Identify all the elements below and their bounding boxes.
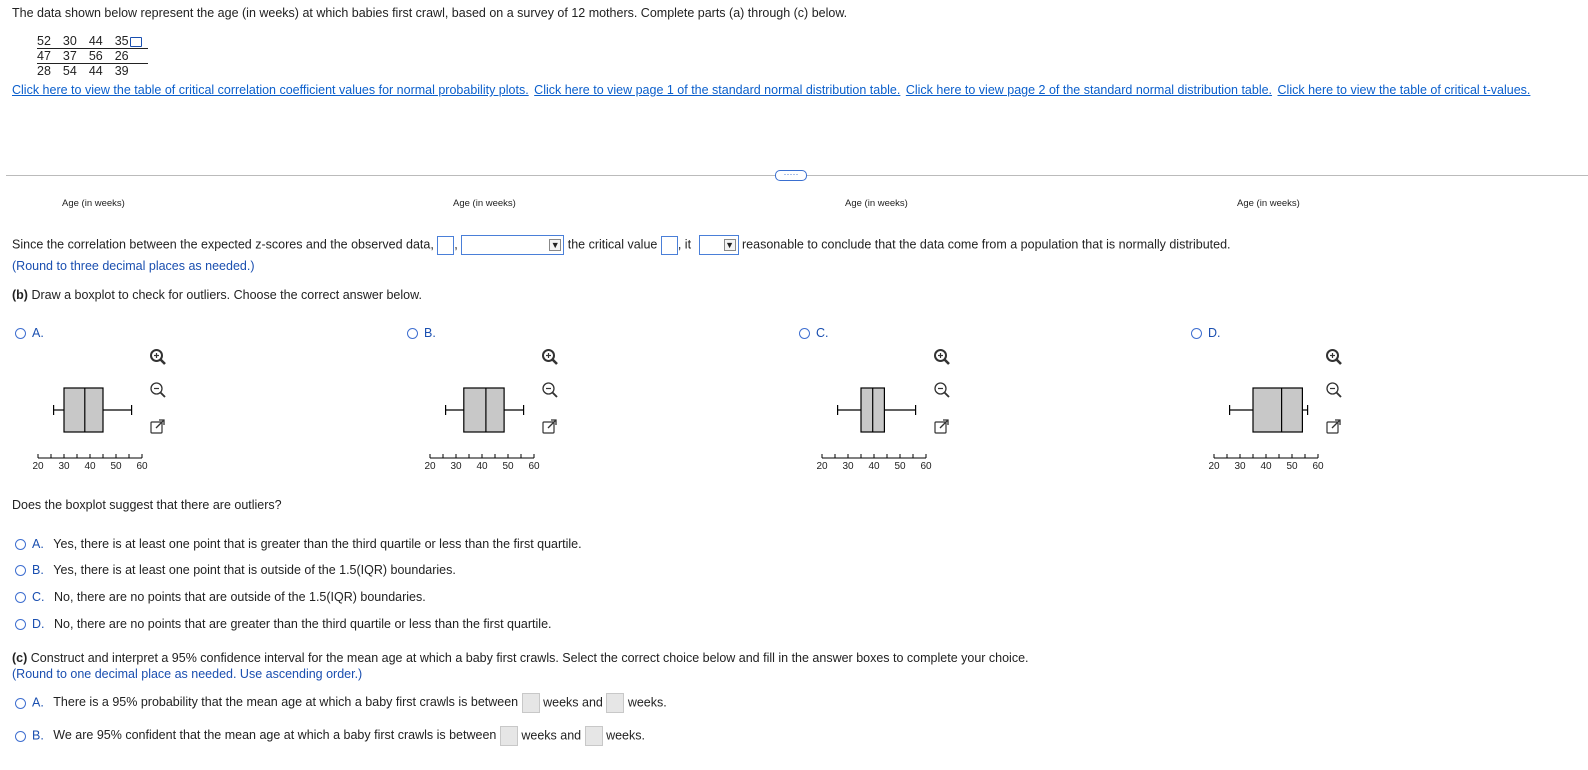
magnifier-handle <box>1337 393 1342 398</box>
ci-option-a[interactable] <box>15 693 667 713</box>
box-iqr <box>64 388 103 432</box>
axis-tick-label: 60 <box>528 461 540 472</box>
box-iqr <box>464 388 504 432</box>
radio-button[interactable] <box>15 619 26 630</box>
axis-tick-label: 60 <box>920 461 932 472</box>
table-cell <box>109 34 148 49</box>
pop-out-icon[interactable] <box>540 417 560 437</box>
option-text: Yes, there is at least one point that is greater than the third quartile or less than the first quartile. <box>53 537 582 551</box>
axis-tick-label: 40 <box>1260 461 1272 472</box>
ci-upper-input[interactable] <box>606 693 624 713</box>
critical-value-input[interactable] <box>661 236 678 255</box>
magnifier-handle <box>945 393 950 398</box>
axis-tick-label: 60 <box>136 461 148 472</box>
magnifier-handle <box>161 393 166 398</box>
option-text: weeks. <box>606 728 645 743</box>
magnifier-handle <box>161 360 166 365</box>
table-cell: 30 <box>57 34 83 49</box>
axis-tick-label: 40 <box>476 461 488 472</box>
axis-tick-label: 30 <box>450 461 462 472</box>
prob-plot-title-d: Age (in weeks) <box>1237 198 1300 209</box>
option-text: Yes, there is at least one point that is outside of the 1.5(IQR) boundaries. <box>53 563 456 577</box>
part-c-round-note: (Round to one decimal place as needed. Use ascending order.) <box>12 667 363 681</box>
boxplot-option-a[interactable] <box>15 326 44 340</box>
option-letter: C. <box>816 326 829 340</box>
option-letter: B. <box>424 326 436 340</box>
prob-plot-title-c: Age (in weeks) <box>845 198 908 209</box>
table-row <box>37 34 148 49</box>
zoom-out-icon[interactable] <box>932 380 952 400</box>
magnifier-handle <box>1337 360 1342 365</box>
axis-tick-label: 30 <box>58 461 70 472</box>
zoom-out-icon[interactable] <box>148 380 168 400</box>
radio-button[interactable] <box>1191 328 1202 339</box>
boxplot-c <box>808 370 948 480</box>
table-cell: 37 <box>57 49 83 64</box>
ci-option-b[interactable] <box>15 726 645 746</box>
zoom-in-icon[interactable] <box>1324 347 1344 367</box>
part-a-comma: , <box>454 237 458 252</box>
part-b-label: (b) <box>12 288 28 302</box>
axis-tick-label: 50 <box>502 461 514 472</box>
option-letter: B. <box>32 563 44 577</box>
option-letter: A. <box>32 537 44 551</box>
pop-out-icon[interactable] <box>932 417 952 437</box>
boxplot-option-b[interactable] <box>407 326 436 340</box>
boxplot-a <box>24 370 164 480</box>
table-cell: 39 <box>114 64 129 78</box>
table-row <box>37 64 148 79</box>
option-letter: D. <box>1208 326 1221 340</box>
option-text: weeks and <box>543 695 603 710</box>
pop-out-icon[interactable] <box>148 417 168 437</box>
option-text: No, there are no points that are greater than the third quartile or less than the first quartile. <box>53 617 552 631</box>
table-cell-text: 35 <box>114 34 129 48</box>
radio-button[interactable] <box>15 731 26 742</box>
prob-plot-title-a: Age (in weeks) <box>62 198 125 209</box>
zoom-out-icon[interactable] <box>1324 380 1344 400</box>
axis-tick-label: 20 <box>816 461 828 472</box>
radio-button[interactable] <box>407 328 418 339</box>
zoom-out-icon[interactable] <box>540 380 560 400</box>
magnifier-handle <box>553 393 558 398</box>
axis-tick-label: 50 <box>894 461 906 472</box>
ci-lower-input[interactable] <box>522 693 540 713</box>
ci-lower-input[interactable] <box>500 726 518 746</box>
link-normal-table-page-2[interactable]: Click here to view page 2 of the standard normal distribution table. <box>905 83 1273 97</box>
boxplot-option-c[interactable] <box>799 326 829 340</box>
expand-ellipsis-button[interactable]: ····· <box>775 170 807 181</box>
part-c-text: Construct and interpret a 95% confidence interval for the mean age at which a baby first crawls. Select the correct choice below and fill in the answer boxes to complete your choice. <box>30 651 1029 665</box>
axis-tick-label: 40 <box>868 461 880 472</box>
copy-data-icon[interactable] <box>130 37 142 47</box>
correlation-input[interactable] <box>437 236 454 255</box>
axis-tick-label: 60 <box>1312 461 1324 472</box>
data-table-wrap <box>37 34 148 78</box>
axis-tick-label: 40 <box>84 461 96 472</box>
resource-links <box>12 83 1530 97</box>
zoom-in-icon[interactable] <box>932 347 952 367</box>
is-isnot-select[interactable] <box>699 235 739 255</box>
axis-tick-label: 50 <box>1286 461 1298 472</box>
table-cell: 47 <box>37 49 57 64</box>
radio-button[interactable] <box>15 328 26 339</box>
radio-button[interactable] <box>15 592 26 603</box>
option-text: There is a 95% probability that the mean age at which a baby first crawls is between <box>53 695 519 710</box>
part-a-sentence <box>12 235 1231 255</box>
pop-out-icon[interactable] <box>1324 417 1344 437</box>
radio-button[interactable] <box>15 539 26 550</box>
radio-button[interactable] <box>15 698 26 709</box>
zoom-in-icon[interactable] <box>148 347 168 367</box>
magnifier-handle <box>553 360 558 365</box>
axis-tick-label: 50 <box>110 461 122 472</box>
problem-intro: The data shown below represent the age (in weeks) at which babies first crawl, based on a survey of 12 mothers. Complete parts (a) through (c) below. <box>12 6 848 20</box>
dropdown-arrow-icon: ▼ <box>725 240 734 250</box>
option-text: We are 95% confident that the mean age at which a baby first crawls is between <box>53 728 497 743</box>
boxplot-b <box>416 370 556 480</box>
axis-tick-label: 20 <box>1208 461 1220 472</box>
part-a-text-3: , it <box>677 237 692 252</box>
table-cell: 56 <box>83 49 109 64</box>
option-text: weeks. <box>627 695 667 710</box>
table-cell: 44 <box>83 34 109 49</box>
option-letter: D. <box>32 617 45 631</box>
table-cell: 28 <box>37 64 51 78</box>
ci-upper-input[interactable] <box>585 726 603 746</box>
option-text: weeks and <box>521 728 582 743</box>
table-cell: 26 <box>109 49 148 64</box>
option-letter: A. <box>32 695 44 710</box>
part-b-prompt <box>12 288 422 302</box>
outlier-question: Does the boxplot suggest that there are outliers? <box>12 498 282 512</box>
part-c-label: (c) <box>12 651 28 665</box>
option-text: No, there are no points that are outside of the 1.5(IQR) boundaries. <box>53 590 426 604</box>
outlier-option-d[interactable] <box>15 617 552 631</box>
dropdown-arrow-icon: ▼ <box>550 240 560 250</box>
boxplot-d <box>1200 370 1340 480</box>
link-critical-t-values[interactable]: Click here to view the table of critical t-values. <box>1277 83 1531 97</box>
radio-button[interactable] <box>799 328 810 339</box>
part-a-text-1: Since the correlation between the expected z-scores and the observed data, <box>12 237 434 252</box>
option-letter: A. <box>32 326 44 340</box>
part-a-round-note: (Round to three decimal places as needed.) <box>12 259 255 273</box>
boxplot-option-d[interactable] <box>1191 326 1221 340</box>
zoom-in-icon[interactable] <box>540 347 560 367</box>
option-letter: C. <box>32 590 45 604</box>
magnifier-handle <box>945 360 950 365</box>
axis-tick-label: 30 <box>1234 461 1246 472</box>
option-letter: B. <box>32 728 44 743</box>
axis-tick-label: 20 <box>424 461 436 472</box>
part-a-text-2: the critical value <box>567 237 658 252</box>
outlier-option-b[interactable] <box>15 563 456 577</box>
link-critical-correlation-table[interactable]: Click here to view the table of critical correlation coefficient values for normal probability plots. <box>12 83 529 97</box>
table-cell: 52 <box>37 34 57 49</box>
part-c-prompt <box>12 651 1029 665</box>
axis-tick-label: 30 <box>842 461 854 472</box>
link-normal-table-page-1[interactable]: Click here to view page 1 of the standard normal distribution table. <box>534 83 901 97</box>
table-cell: 54 <box>62 64 77 78</box>
data-table <box>37 34 148 78</box>
radio-button[interactable] <box>15 565 26 576</box>
table-row <box>37 49 148 64</box>
table-cell: 44 <box>88 64 103 78</box>
part-b-text: Draw a boxplot to check for outliers. Choose the correct answer below. <box>31 288 422 302</box>
prob-plot-title-b: Age (in weeks) <box>453 198 516 209</box>
axis-tick-label: 20 <box>32 461 44 472</box>
comparison-select[interactable] <box>461 235 564 255</box>
part-a-text-4: reasonable to conclude that the data come from a population that is normally distributed. <box>742 237 1231 252</box>
box-iqr <box>1253 388 1302 432</box>
outlier-option-a[interactable] <box>15 537 582 551</box>
outlier-option-c[interactable] <box>15 590 426 604</box>
